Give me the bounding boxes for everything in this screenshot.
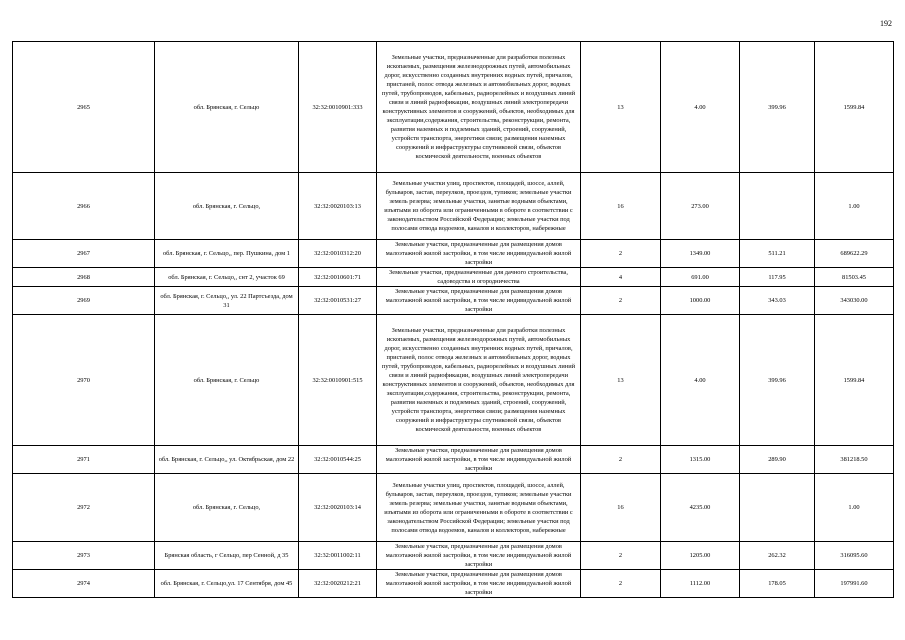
row-number-cell: 2967 — [13, 240, 155, 268]
cadastral-value-cell: 689622.29 — [815, 240, 894, 268]
page-number: 192 — [880, 19, 892, 28]
address-cell: обл. Брянская, г. Сельцо,ул. 17 Сентября, дом 45 — [155, 570, 299, 598]
area-cell: 1349.00 — [661, 240, 740, 268]
address-cell: обл. Брянская, г. Сельцо,, снт 2, участок 69 — [155, 268, 299, 287]
address-cell: обл. Брянская, г. Сельцо, — [155, 173, 299, 240]
specific-value-cell: 117.95 — [740, 268, 815, 287]
cadastral-value-cell: 343030.00 — [815, 287, 894, 315]
cadastral-value-cell: 1.00 — [815, 173, 894, 240]
table-row — [13, 268, 894, 287]
specific-value-cell: 262.32 — [740, 542, 815, 570]
land-use-cell: Земельные участки улиц, проспектов, площадей, шоссе, аллей, бульваров, застав, переулков, проездов, тупиков; земельные участки земель резерва; земельные участки, занятые водными объектами, изъятыми из оборота или ограниченными в обороте в соответствии с законодательством Российской Федерации; земельные участки под полосами отвода водоемов, каналов и коллекторов, набережные — [377, 173, 581, 240]
land-cadastral-table — [12, 41, 894, 598]
specific-value-cell: 399.96 — [740, 42, 815, 173]
use-group-code-cell: 13 — [581, 42, 661, 173]
cadastral-value-cell: 316095.60 — [815, 542, 894, 570]
specific-value-cell — [740, 474, 815, 542]
area-cell: 1205.00 — [661, 542, 740, 570]
land-use-cell: Земельные участки, предназначенные для разработки полезных ископаемых, размещения железнодорожных путей, автомобильных дорог, искусственно созданных внутренних водных путей, причалов, пристаней, полос отвода железных и автомобильных дорог, водных путей, трубопроводов, кабельных, радиорелейных и воздушных линий связи и линий радиофикации, воздушных линий электропередачи конструктивных элементов и сооружений, объектов, необходимых для эксплуатации,содержания, строительства, реконструкции, ремонта, развития наземных и подземных зданий, строений, сооружений, устройств транспорта, энергетики связи; размещения наземных сооружений и инфраструктуры спутниковой связи, объектов космической деятельности, военных объектов — [377, 42, 581, 173]
cadastral-number-cell: 32:32:0020103:13 — [299, 173, 377, 240]
row-number-cell: 2970 — [13, 315, 155, 446]
row-number-cell: 2972 — [13, 474, 155, 542]
table-row — [13, 446, 894, 474]
table-row — [13, 173, 894, 240]
area-cell: 1315.00 — [661, 446, 740, 474]
area-cell: 4.00 — [661, 315, 740, 446]
table-row — [13, 474, 894, 542]
address-cell: обл. Брянская, г. Сельцо,, ул. 22 Партсъезда, дом 31 — [155, 287, 299, 315]
table-row — [13, 42, 894, 173]
table-row — [13, 287, 894, 315]
land-use-cell: Земельные участки, предназначенные для размещения домов малоэтажной жилой застройки, в том числе индивидуальной жилой застройки — [377, 240, 581, 268]
table-row — [13, 570, 894, 598]
area-cell: 1112.00 — [661, 570, 740, 598]
specific-value-cell: 289.90 — [740, 446, 815, 474]
address-cell: обл. Брянская, г. Сельцо — [155, 315, 299, 446]
cadastral-number-cell: 32:32:0010312:20 — [299, 240, 377, 268]
use-group-code-cell: 13 — [581, 315, 661, 446]
specific-value-cell: 178.05 — [740, 570, 815, 598]
land-use-cell: Земельные участки, предназначенные для размещения домов малоэтажной жилой застройки, в том числе индивидуальной жилой застройки — [377, 542, 581, 570]
cadastral-number-cell: 32:32:0011002:11 — [299, 542, 377, 570]
cadastral-number-cell: 32:32:0020212:21 — [299, 570, 377, 598]
cadastral-value-cell: 1.00 — [815, 474, 894, 542]
address-cell: обл. Брянская, г. Сельцо,, пер. Пушкина, дом 1 — [155, 240, 299, 268]
address-cell: обл. Брянская, г. Сельцо,, ул. Октябрьская, дом 22 — [155, 446, 299, 474]
row-number-cell: 2966 — [13, 173, 155, 240]
use-group-code-cell: 2 — [581, 446, 661, 474]
cadastral-number-cell: 32:32:0010544:25 — [299, 446, 377, 474]
use-group-code-cell: 2 — [581, 240, 661, 268]
land-use-cell: Земельные участки, предназначенные для размещения домов малоэтажной жилой застройки, в том числе индивидуальной жилой застройки — [377, 287, 581, 315]
cadastral-value-cell: 1599.84 — [815, 315, 894, 446]
specific-value-cell — [740, 173, 815, 240]
cadastral-value-cell: 81503.45 — [815, 268, 894, 287]
area-cell: 4.00 — [661, 42, 740, 173]
land-use-cell: Земельные участки, предназначенные для дачного строительства, садоводства и огородничества — [377, 268, 581, 287]
cadastral-number-cell: 32:32:0020103:14 — [299, 474, 377, 542]
row-number-cell: 2974 — [13, 570, 155, 598]
row-number-cell: 2968 — [13, 268, 155, 287]
cadastral-number-cell: 32:32:0010901:333 — [299, 42, 377, 173]
use-group-code-cell: 16 — [581, 173, 661, 240]
land-use-cell: Земельные участки, предназначенные для размещения домов малоэтажной жилой застройки, в том числе индивидуальной жилой застройки — [377, 570, 581, 598]
address-cell: Брянская область, г Сельцо, пер Сенной, д 35 — [155, 542, 299, 570]
row-number-cell: 2971 — [13, 446, 155, 474]
use-group-code-cell: 16 — [581, 474, 661, 542]
specific-value-cell: 343.03 — [740, 287, 815, 315]
area-cell: 691.00 — [661, 268, 740, 287]
cadastral-number-cell: 32:32:0010531:27 — [299, 287, 377, 315]
specific-value-cell: 511.21 — [740, 240, 815, 268]
land-use-cell: Земельные участки, предназначенные для разработки полезных ископаемых, размещения железнодорожных путей, автомобильных дорог, искусственно созданных внутренних водных путей, причалов, пристаней, полос отвода железных и автомобильных дорог, водных путей, трубопроводов, кабельных, радиорелейных и воздушных линий связи и линий радиофикации, воздушных линий электропередачи конструктивных элементов и сооружений, объектов, необходимых для эксплуатации,содержания, строительства, реконструкции, ремонта, развития наземных и подземных зданий, строений, сооружений, устройств транспорта, энергетики связи; размещения наземных сооружений и инфраструктуры спутниковой связи, объектов космической деятельности, военных объектов — [377, 315, 581, 446]
row-number-cell: 2969 — [13, 287, 155, 315]
table-row — [13, 240, 894, 268]
use-group-code-cell: 2 — [581, 570, 661, 598]
use-group-code-cell: 2 — [581, 542, 661, 570]
area-cell: 4235.00 — [661, 474, 740, 542]
use-group-code-cell: 2 — [581, 287, 661, 315]
land-use-cell: Земельные участки, предназначенные для размещения домов малоэтажной жилой застройки, в том числе индивидуальной жилой застройки — [377, 446, 581, 474]
row-number-cell: 2965 — [13, 42, 155, 173]
area-cell: 1000.00 — [661, 287, 740, 315]
land-use-cell: Земельные участки улиц, проспектов, площадей, шоссе, аллей, бульваров, застав, переулков, проездов, тупиков; земельные участки земель резерва; земельные участки, занятые водными объектами, изъятыми из оборота или ограниченными в обороте в соответствии с законодательством Российской Федерации; земельные участки под полосами отвода водоемов, каналов и коллекторов, набережные — [377, 474, 581, 542]
cadastral-value-cell: 1599.84 — [815, 42, 894, 173]
row-number-cell: 2973 — [13, 542, 155, 570]
table-row — [13, 542, 894, 570]
address-cell: обл. Брянская, г. Сельцо, — [155, 474, 299, 542]
address-cell: обл. Брянская, г. Сельцо — [155, 42, 299, 173]
table-row — [13, 315, 894, 446]
cadastral-number-cell: 32:32:0010901:515 — [299, 315, 377, 446]
cadastral-value-cell: 381218.50 — [815, 446, 894, 474]
cadastral-number-cell: 32:32:0010601:71 — [299, 268, 377, 287]
cadastral-value-cell: 197991.60 — [815, 570, 894, 598]
use-group-code-cell: 4 — [581, 268, 661, 287]
area-cell: 273.00 — [661, 173, 740, 240]
specific-value-cell: 399.96 — [740, 315, 815, 446]
